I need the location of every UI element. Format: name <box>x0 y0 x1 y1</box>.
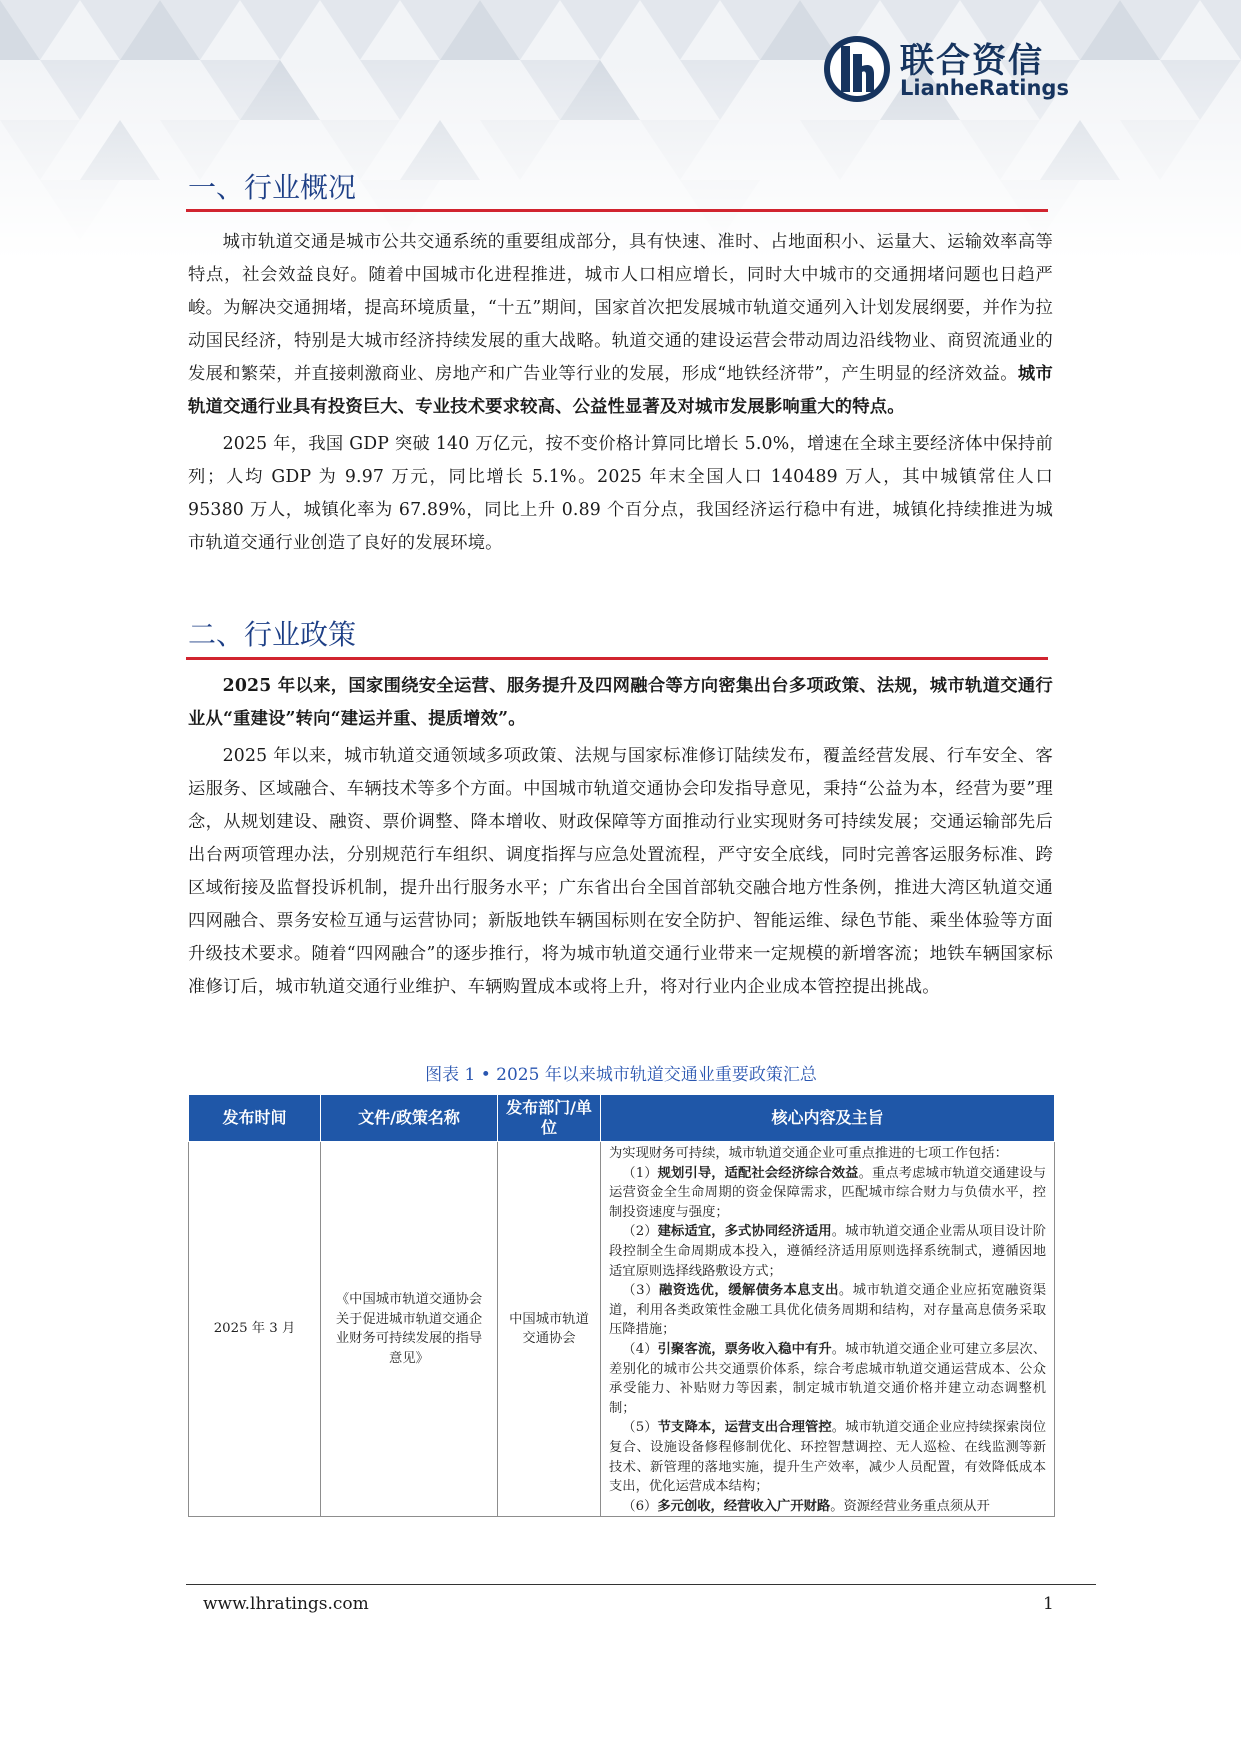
header-name: 文件/政策名称 <box>321 1095 498 1142</box>
section-1-paragraph-2: 2025 年，我国 GDP 突破 140 万亿元，按不变价格计算同比增长 5.0%，增速在全球主要经济体中保持前列；人均 GDP 为 9.97 万元，同比增长 5.1%。2025 年末全国人口 140489 万人，其中城镇常住人口 95380 万人，城镇化率为 67.89%，同比上升 0.89 个百分点，我国经济运行稳中有进，城镇化持续推进为城市轨道交通行业创造了良好的发展环境。 <box>188 434 1053 553</box>
content-item-4 <box>609 1340 1046 1418</box>
lianhe-logo <box>822 30 1069 110</box>
item-5-number: （5） <box>622 1420 658 1436</box>
header-content: 核心内容及主旨 <box>601 1095 1055 1142</box>
content-item-6 <box>609 1497 1046 1517</box>
item-4-text: 。城市轨道交通企业可建立多层次、差别化的城市公共交通票价体系，综合考虑城市轨道交通运营成本、公众承受能力、补贴财力等因素，制定城市轨道交通价格并建立动态调整机制； <box>609 1341 1047 1416</box>
row-date: 2025 年 3 月 <box>189 1142 321 1517</box>
section-1-title: 一、行业概况 <box>188 171 357 204</box>
content-item-2 <box>609 1222 1046 1281</box>
logo-chinese-name: 联合资信 <box>900 41 1044 81</box>
item-2-title: 建标适宜，多式协同经济适用 <box>657 1224 832 1240</box>
item-3-title: 融资选优，缓解债务本息支出 <box>658 1283 839 1299</box>
item-4-number: （4） <box>622 1341 658 1357</box>
item-2-text: 。城市轨道交通企业需从项目设计阶段控制全生命周期成本投入，遵循经济适用原则选择系统制式，遵循因地适宜原则选择线路敷设方式； <box>609 1224 1047 1279</box>
lianhe-logo-icon <box>822 34 892 104</box>
section-1-paragraph-1-text: 城市轨道交通是城市公共交通系统的重要组成部分，具有快速、准时、占地面积小、运量大、运输效率高等特点，社会效益良好。随着中国城市化进程推进，城市人口相应增长，同时大中城市的交通拥堵问题也日趋严峻。为解决交通拥堵，提高环境质量，“十五”期间，国家首次把发展城市轨道交通列入计划发展纲要，并作为拉动国民经济，特别是大城市经济持续发展的重大战略。轨道交通的建设运营会带动周边沿线物业、商贸流通业的发展和繁荣，并直接刺激商业、房地产和广告业等行业的发展，形成“地铁经济带”，产生明显的经济效益。 <box>188 232 1053 384</box>
section-2-body <box>188 670 1053 1004</box>
section-1-divider <box>186 209 1048 212</box>
section-2-divider <box>186 657 1048 660</box>
section-2-title: 二、行业政策 <box>188 618 357 651</box>
item-4-title: 引聚客流，票务收入稳中有升 <box>657 1341 832 1357</box>
item-3-number: （3） <box>622 1283 659 1299</box>
header-date: 发布时间 <box>189 1095 321 1142</box>
row-department: 中国城市轨道交通协会 <box>498 1142 601 1517</box>
item-6-text: 。资源经营业务重点须从开 <box>830 1498 990 1514</box>
table-header-row <box>189 1095 1055 1142</box>
item-1-number: （1） <box>622 1165 658 1181</box>
figure-caption: 图表 1 • 2025 年以来城市轨道交通业重要政策汇总 <box>425 1065 817 1085</box>
footer-divider <box>186 1584 1096 1585</box>
item-5-title: 节支降本，运营支出合理管控 <box>657 1420 832 1436</box>
item-5-text: 。城市轨道交通企业应持续探索岗位复合、设施设备修程修制优化、环控智慧调控、无人巡检、在线监测等新技术、新管理的落地实施，提升生产效率，减少人员配置，有效降低成本支出，优化运营成本结构； <box>609 1420 1047 1495</box>
item-2-number: （2） <box>622 1224 658 1240</box>
section-2-paragraph-2: 2025 年以来，城市轨道交通领域多项政策、法规与国家标准修订陆续发布，覆盖经营发展、行车安全、客运服务、区域融合、车辆技术等多个方面。中国城市轨道交通协会印发指导意见，秉持“公益为本，经营为要”理念，从规划建设、融资、票价调整、降本增收、财政保障等方面推动行业实现财务可持续发展；交通运输部先后出台两项管理办法，分别规范行车组织、调度指挥与应急处置流程，严守安全底线，同时完善客运服务标准、跨区域衔接及监督投诉机制，提升出行服务水平；广东省出台全国首部轨交融合地方性条例，推进大湾区轨道交通四网融合、票务安检互通与运营协同；新版地铁车辆国标则在安全防护、智能运维、绿色节能、乘坐体验等方面升级技术要求。随着“四网融合”的逐步推行，将为城市轨道交通行业带来一定规模的新增客流；地铁车辆国家标准修订后，城市轨道交通行业维护、车辆购置成本或将上升，将对行业内企业成本管控提出挑战。 <box>188 746 1053 997</box>
row-policy-name: 《中国城市轨道交通协会关于促进城市轨道交通企业财务可持续发展的指导意见》 <box>321 1142 498 1517</box>
logo-english-name: LianheRatings <box>900 76 1069 100</box>
item-1-text: 。重点考虑城市轨道交通建设与运营资金全生命周期的资金保障需求，匹配城市综合财力与负债水平，控制投资速度与强度； <box>609 1165 1047 1220</box>
item-6-title: 多元创收，经营收入广开财路 <box>657 1498 831 1514</box>
table-row <box>189 1142 1055 1517</box>
section-2-paragraph-1: 2025 年以来，国家围绕安全运营、服务提升及四网融合等方向密集出台多项政策、法规，城市轨道交通行业从“重建设”转向“建运并重、提质增效”。 <box>188 676 1053 729</box>
footer-website-link[interactable]: www.lhratings.com <box>203 1594 369 1614</box>
section-1-paragraph-1 <box>188 226 1053 424</box>
section-1-body <box>188 226 1053 560</box>
content-item-3 <box>609 1281 1046 1340</box>
item-3-text: 。城市轨道交通企业应拓宽融资渠道，利用各类政策性金融工具优化债务周期和结构，对存量高息债务采取压降措施； <box>609 1283 1046 1338</box>
policy-table <box>188 1094 1055 1517</box>
section-1-paragraph-1-bold: 城市轨道交通行业具有投资巨大、专业技术要求较高、公益性显著及对城市发展影响重大的特点。 <box>188 364 1053 417</box>
header-dept: 发布部门/单位 <box>498 1095 601 1142</box>
content-item-1 <box>609 1164 1046 1223</box>
content-item-5 <box>609 1418 1046 1496</box>
page-number: 1 <box>1043 1594 1054 1614</box>
item-6-number: （6） <box>622 1498 658 1514</box>
row-content <box>601 1142 1055 1517</box>
item-1-title: 规划引导，适配社会经济综合效益 <box>657 1165 859 1181</box>
content-intro: 为实现财务可持续，城市轨道交通企业可重点推进的七项工作包括： <box>609 1146 1008 1161</box>
